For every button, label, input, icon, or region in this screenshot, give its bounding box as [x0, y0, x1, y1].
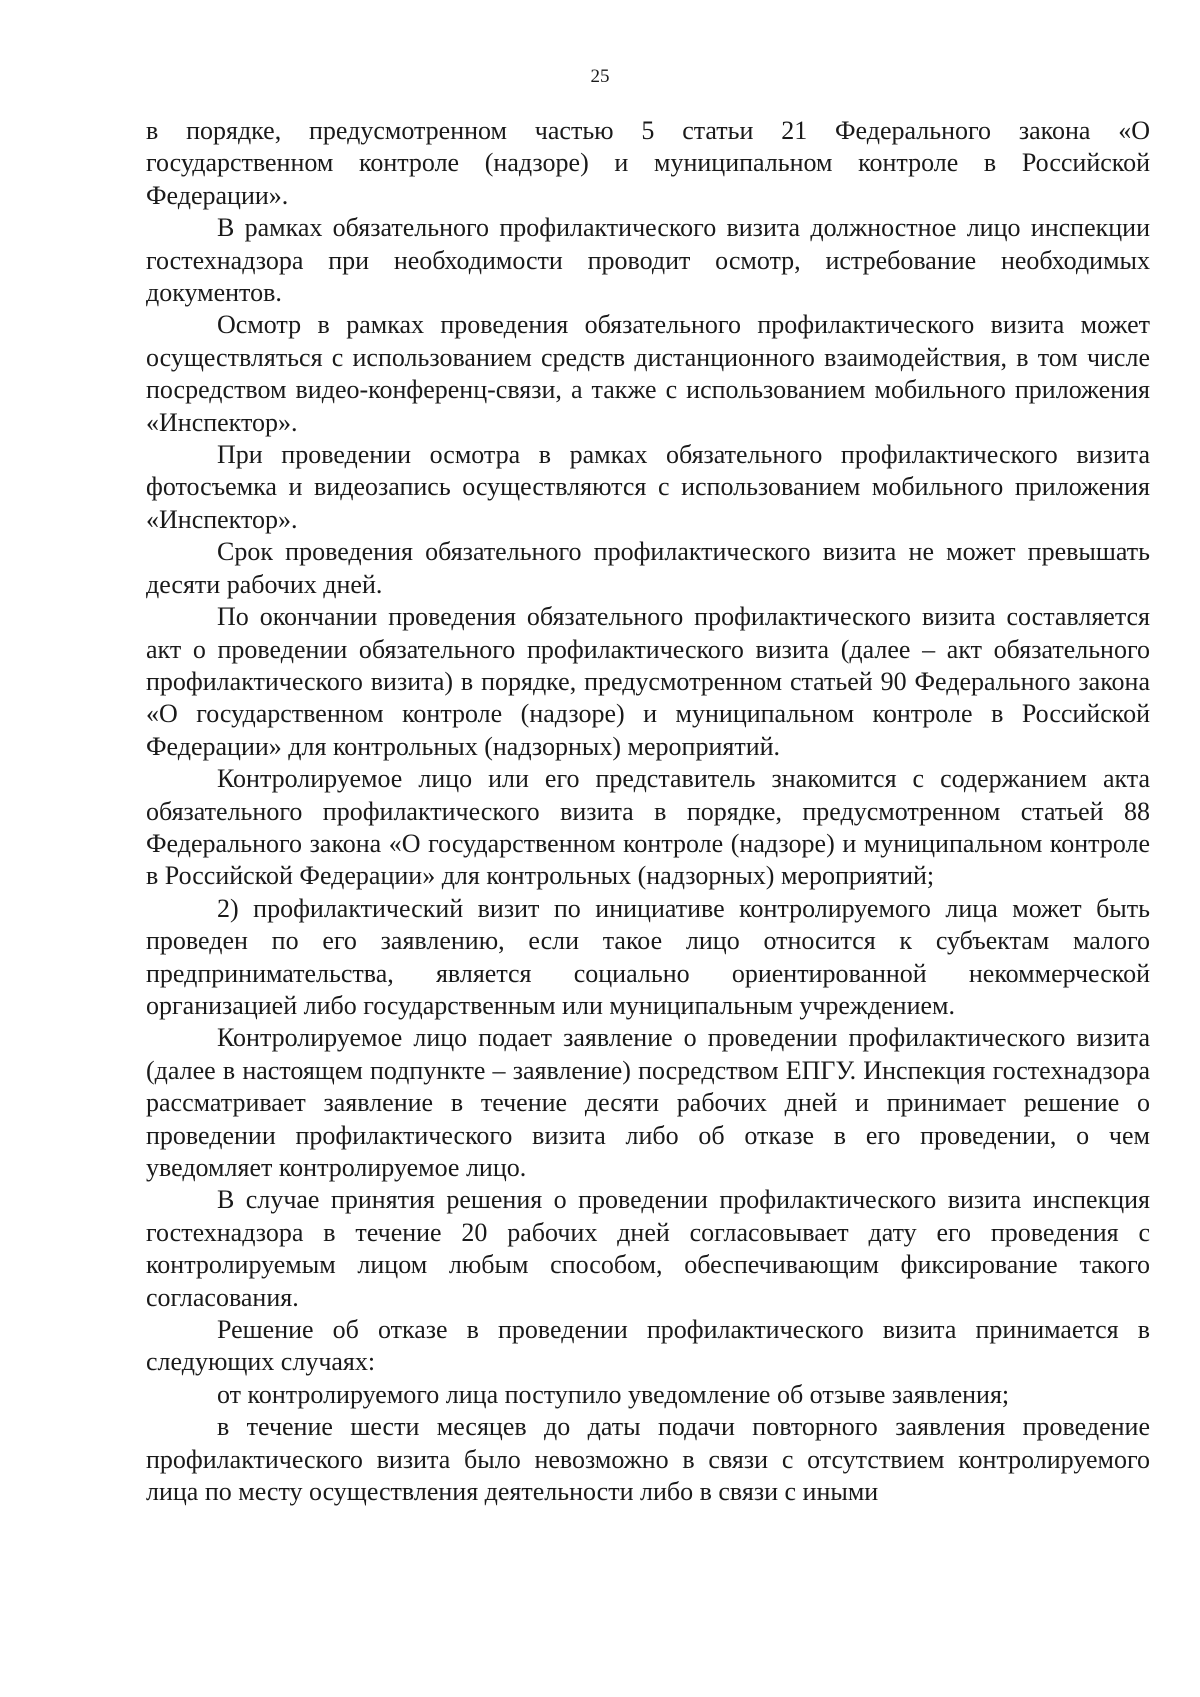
paragraph: в течение шести месяцев до даты подачи повторного заявления проведение профилактического визита было невозможно в связи с отсутствием контролируемого лица по месту осуществления деятельности либо в связи с иными	[146, 1412, 1150, 1507]
paragraph: По окончании проведения обязательного профилактического визита составляется акт о проведении обязательного профилактического визита (далее – акт обязательного профилактического визита) в порядке, предусмотренном статьей 90 Федерального закона «О государственном контроле (надзоре) и муниципальном контроле в Российской Федерации» для контрольных (надзорных) мероприятий.	[146, 602, 1150, 761]
paragraph: Решение об отказе в проведении профилактического визита принимается в следующих случаях:	[146, 1315, 1150, 1377]
paragraph: в порядке, предусмотренном частью 5 статьи 21 Федерального закона «О государственном контроле (надзоре) и муниципальном контроле в Российской Федерации».	[146, 116, 1150, 210]
document-body	[146, 115, 1150, 1508]
paragraph: Контролируемое лицо подает заявление о проведении профилактического визита (далее в настоящем подпункте – заявление) посредством ЕПГУ. Инспекция гостехнадзора рассматривает заявление в течение десяти рабочих дней и принимает решение о проведении профилактического визита либо об отказе в его проведении, о чем уведомляет контролируемое лицо.	[146, 1023, 1150, 1182]
page-number: 25	[590, 66, 610, 87]
paragraph: Контролируемое лицо или его представитель знакомится с содержанием акта обязательного профилактического визита в порядке, предусмотренном статьей 88 Федерального закона «О государственном контроле (надзоре) и муниципальном контроле в Российской Федерации» для контрольных (надзорных) мероприятий;	[146, 764, 1150, 891]
paragraph-item-2: 2) профилактический визит по инициативе контролируемого лица может быть проведен по его заявлению, если такое лицо относится к субъектам малого предпринимательства, является социально ориентированной некоммерческой организацией либо государственным или муниципальным учреждением.	[146, 893, 1150, 1020]
paragraph: Срок проведения обязательного профилактического визита не может превышать десяти рабочих дней.	[146, 537, 1150, 599]
paragraph: В случае принятия решения о проведении профилактического визита инспекция гостехнадзора в течение 20 рабочих дней согласовывает дату его проведения с контролируемым лицом любым способом, обеспечивающим фиксирование такого согласования.	[146, 1185, 1150, 1312]
paragraph: от контролируемого лица поступило уведомление об отзыве заявления;	[217, 1379, 1010, 1409]
paragraph: Осмотр в рамках проведения обязательного профилактического визита может осуществляться с использованием средств дистанционного взаимодействия, в том числе посредством видео-конференц-связи, а также с использованием мобильного приложения «Инспектор».	[146, 310, 1150, 437]
paragraph: При проведении осмотра в рамках обязательного профилактического визита фотосъемка и видеозапись осуществляются с использованием мобильного приложения «Инспектор».	[146, 440, 1150, 534]
paragraph: В рамках обязательного профилактического визита должностное лицо инспекции гостехнадзора при необходимости проводит осмотр, истребование необходимых документов.	[146, 213, 1150, 308]
